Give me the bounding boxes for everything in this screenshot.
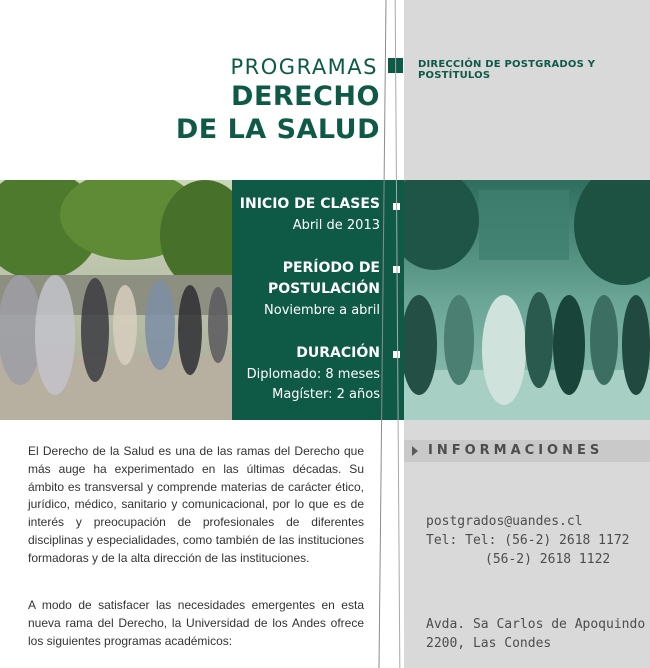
programs-paragraph: A modo de satisfacer las necesidades emergentes en esta nueva rama del Derecho, la Universidad de los Andes ofrece los siguientes programas académicos: (28, 598, 364, 648)
informaciones-bar (404, 440, 650, 462)
crowd-photo-right (404, 180, 650, 420)
postulacion-title-line2: POSTULACIÓN (267, 281, 380, 297)
postulacion-title-line1: PERÍODO DE (282, 260, 380, 276)
program-info-box (232, 180, 404, 420)
contact-phone-1: Tel: Tel: (56-2) 2618 1172 (426, 533, 630, 548)
crowd-photo-left (0, 180, 232, 420)
informaciones-label: INFORMACIONES (428, 443, 604, 458)
duracion-line2: Magíster: 2 años (272, 387, 380, 402)
duracion-line1: Diplomado: 8 meses (246, 367, 380, 382)
program-title-line1: DERECHO (231, 81, 380, 112)
duracion-title: DURACIÓN (296, 345, 380, 361)
photo-band (0, 180, 650, 420)
arrow-right-icon (412, 446, 418, 456)
contact-address-2: 2200, Las Condes (426, 636, 552, 651)
intro-paragraph: El Derecho de la Salud es una de las ramas del Derecho que más auge ha experimentado en las últimas décadas. Su ámbito es transversal y comprende materias de carácter ético, jurídico, médico, sanitario y comunicacional, por lo que es de interés y preocupación de profesionales de diferentes disciplinas y especialidades, como también de las instituciones formadoras y de la alta dirección de las instituciones. (28, 444, 364, 565)
programas-label: PROGRAMAS (230, 55, 378, 79)
contact-phone-2: (56-2) 2618 1122 (485, 552, 611, 567)
contact-address-1: Avda. Sa Carlos de Apoquindo (426, 617, 646, 632)
contact-email[interactable]: postgrados@uandes.cl (426, 514, 583, 529)
inicio-value: Abril de 2013 (292, 218, 380, 233)
program-title-line2: DE LA SALUD (175, 114, 380, 145)
inicio-title: INICIO DE CLASES (239, 196, 380, 212)
postulacion-value: Noviembre a abril (264, 303, 380, 318)
department-name: DIRECCIÓN DE POSTGRADOS Y POSTÍTULOS (418, 59, 596, 81)
